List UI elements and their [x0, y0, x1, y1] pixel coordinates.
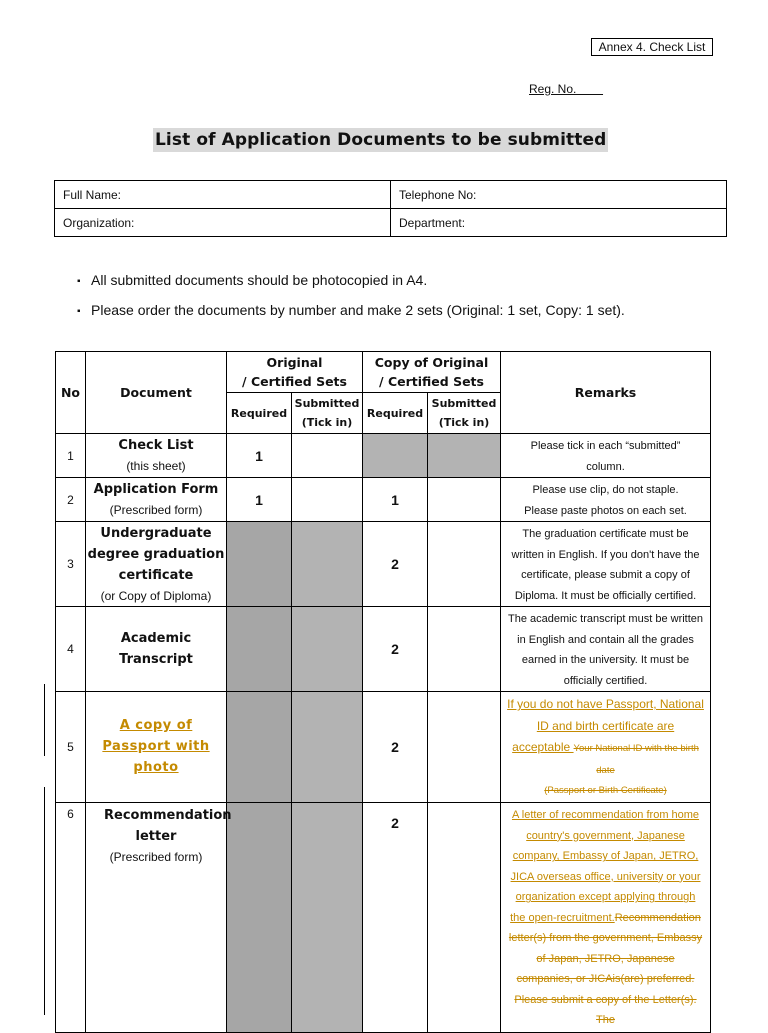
bullet-icon: ▪	[77, 306, 81, 317]
telephone-label: Telephone No:	[399, 187, 477, 202]
remarks-cell	[501, 478, 711, 522]
copy-required-value: 2	[363, 607, 428, 692]
header-submitted-line1: Submitted	[431, 397, 497, 410]
remark-line: Please paste photos on each set.	[524, 504, 687, 517]
copy-submitted-checkbox[interactable]	[428, 522, 501, 607]
document-cell	[86, 607, 227, 692]
document-cell	[86, 802, 232, 1032]
copy-required-value: 2	[363, 802, 428, 1032]
applicant-info-table	[54, 180, 727, 237]
document-name: Recommendation letter	[104, 807, 232, 844]
orig-required-value: 1	[227, 478, 292, 522]
orig-required-shaded	[227, 607, 292, 692]
table-row	[56, 478, 711, 522]
document-name: Undergraduate degree graduation certificate	[87, 525, 225, 583]
document-note: (Prescribed form)	[109, 849, 203, 864]
copy-submitted-checkbox[interactable]	[428, 607, 501, 692]
header-submitted-line2: (Tick in)	[438, 416, 490, 429]
page-title: List of Application Documents to be submitted	[155, 130, 607, 150]
row-number: 3	[56, 522, 86, 607]
orig-submitted-checkbox[interactable]	[292, 434, 363, 478]
table-row	[56, 692, 711, 803]
document-name: A copy of Passport with photo	[102, 718, 210, 776]
document-cell	[86, 522, 227, 607]
documents-table	[55, 351, 711, 1033]
instruction-item	[77, 299, 625, 329]
instruction-text: Please order the documents by number and make 2 sets (Original: 1 set, Copy: 1 set).	[91, 302, 625, 318]
table-row	[56, 434, 711, 478]
remark-line: Please tick in each “submitted”	[530, 440, 681, 452]
header-original	[227, 352, 363, 393]
copy-required-shaded	[363, 434, 428, 478]
table-row	[56, 522, 711, 607]
header-copy-line2: / Certified Sets	[379, 374, 484, 389]
telephone-field[interactable]	[391, 181, 727, 209]
remark-inserted-text: A letter of recommendation from home country's government, Japanese company, Embassy of Japan, JETRO, JICA overseas office, university or your organization except applying through the open-recruitment.	[510, 809, 701, 924]
remark-deleted-text: Recommendation letter(s) from the government, Embassy of Japan, JETRO, Japanese companies, or JICAis(are) preferred. Please submit a copy of the Letter(s). The	[508, 911, 703, 1027]
instructions-list	[77, 269, 625, 329]
orig-required-value: 1	[227, 434, 292, 478]
full-name-field[interactable]	[55, 181, 391, 209]
document-cell	[86, 478, 227, 522]
header-submitted-line2: (Tick in)	[301, 416, 353, 429]
document-cell	[86, 692, 227, 803]
orig-submitted-shaded	[292, 802, 363, 1032]
document-name: Check List	[118, 438, 194, 453]
remarks-cell	[501, 434, 711, 478]
copy-required-value: 2	[363, 692, 428, 803]
organization-label: Organization:	[63, 215, 135, 230]
header-copy-required: Required	[363, 393, 428, 434]
remark-line: column.	[586, 460, 625, 473]
reg-no-label: Reg. No.	[529, 82, 604, 96]
orig-required-shaded	[227, 692, 292, 803]
revision-bar	[44, 787, 45, 1015]
department-field[interactable]	[391, 209, 727, 237]
copy-submitted-checkbox[interactable]	[428, 478, 501, 522]
orig-submitted-shaded	[292, 692, 363, 803]
copy-submitted-checkbox[interactable]	[428, 692, 501, 803]
header-original-line2: / Certified Sets	[242, 374, 347, 389]
header-remarks: Remarks	[501, 352, 711, 434]
orig-required-shaded	[227, 522, 292, 607]
orig-submitted-shaded	[292, 607, 363, 692]
department-label: Department:	[399, 215, 466, 230]
orig-submitted-checkbox[interactable]	[292, 478, 363, 522]
full-name-label: Full Name:	[63, 187, 122, 202]
row-number: 1	[56, 434, 86, 478]
remark-line: Please use clip, do not staple.	[532, 484, 679, 496]
header-copy	[363, 352, 501, 393]
annex-label: Annex 4. Check List	[591, 38, 713, 56]
row-number: 6	[56, 802, 86, 1032]
remarks-cell: The graduation certificate must be written in English. If you don't have the certificate, please submit a copy of Diploma. It must be officially certified.	[501, 522, 711, 607]
header-original-line1: Original	[266, 355, 323, 370]
remarks-cell	[501, 802, 711, 1032]
document-name: Academic Transcript	[119, 631, 193, 667]
instruction-item	[77, 269, 625, 299]
remarks-cell	[501, 692, 711, 803]
instruction-text: All submitted documents should be photocopied in A4.	[91, 272, 428, 288]
header-no: No	[56, 352, 86, 434]
remark-deleted-text: Your National ID with the birth date	[573, 743, 699, 776]
copy-required-value: 2	[363, 522, 428, 607]
orig-submitted-shaded	[292, 522, 363, 607]
organization-field[interactable]	[55, 209, 391, 237]
header-orig-submitted	[292, 393, 363, 434]
document-note: (this sheet)	[126, 459, 186, 473]
document-cell	[86, 434, 227, 478]
header-orig-required: Required	[227, 393, 292, 434]
header-copy-line1: Copy of Original	[374, 355, 489, 370]
row-number: 4	[56, 607, 86, 692]
row-number: 2	[56, 478, 86, 522]
document-note: (or Copy of Diploma)	[100, 588, 212, 603]
header-document: Document	[86, 352, 227, 434]
table-row	[56, 607, 711, 692]
revision-bar	[44, 684, 45, 756]
copy-submitted-checkbox[interactable]	[428, 802, 501, 1032]
orig-required-shaded	[227, 802, 292, 1032]
remark-inserted-text: If you do not have Passport, National ID and birth certificate are acceptable	[507, 697, 704, 754]
header-submitted-line1: Submitted	[294, 397, 360, 410]
table-row	[56, 802, 711, 1032]
copy-submitted-shaded	[428, 434, 501, 478]
bullet-icon: ▪	[77, 276, 81, 287]
copy-required-value: 1	[363, 478, 428, 522]
document-note: (Prescribed form)	[109, 503, 203, 517]
header-copy-submitted	[428, 393, 501, 434]
document-name: Application Form	[93, 482, 219, 497]
remark-deleted-text: (Passport or Birth Certificate)	[544, 785, 667, 796]
row-number: 5	[56, 692, 86, 803]
remarks-cell: The academic transcript must be written in English and contain all the grades earned in the university. It must be officially certified.	[501, 607, 711, 692]
